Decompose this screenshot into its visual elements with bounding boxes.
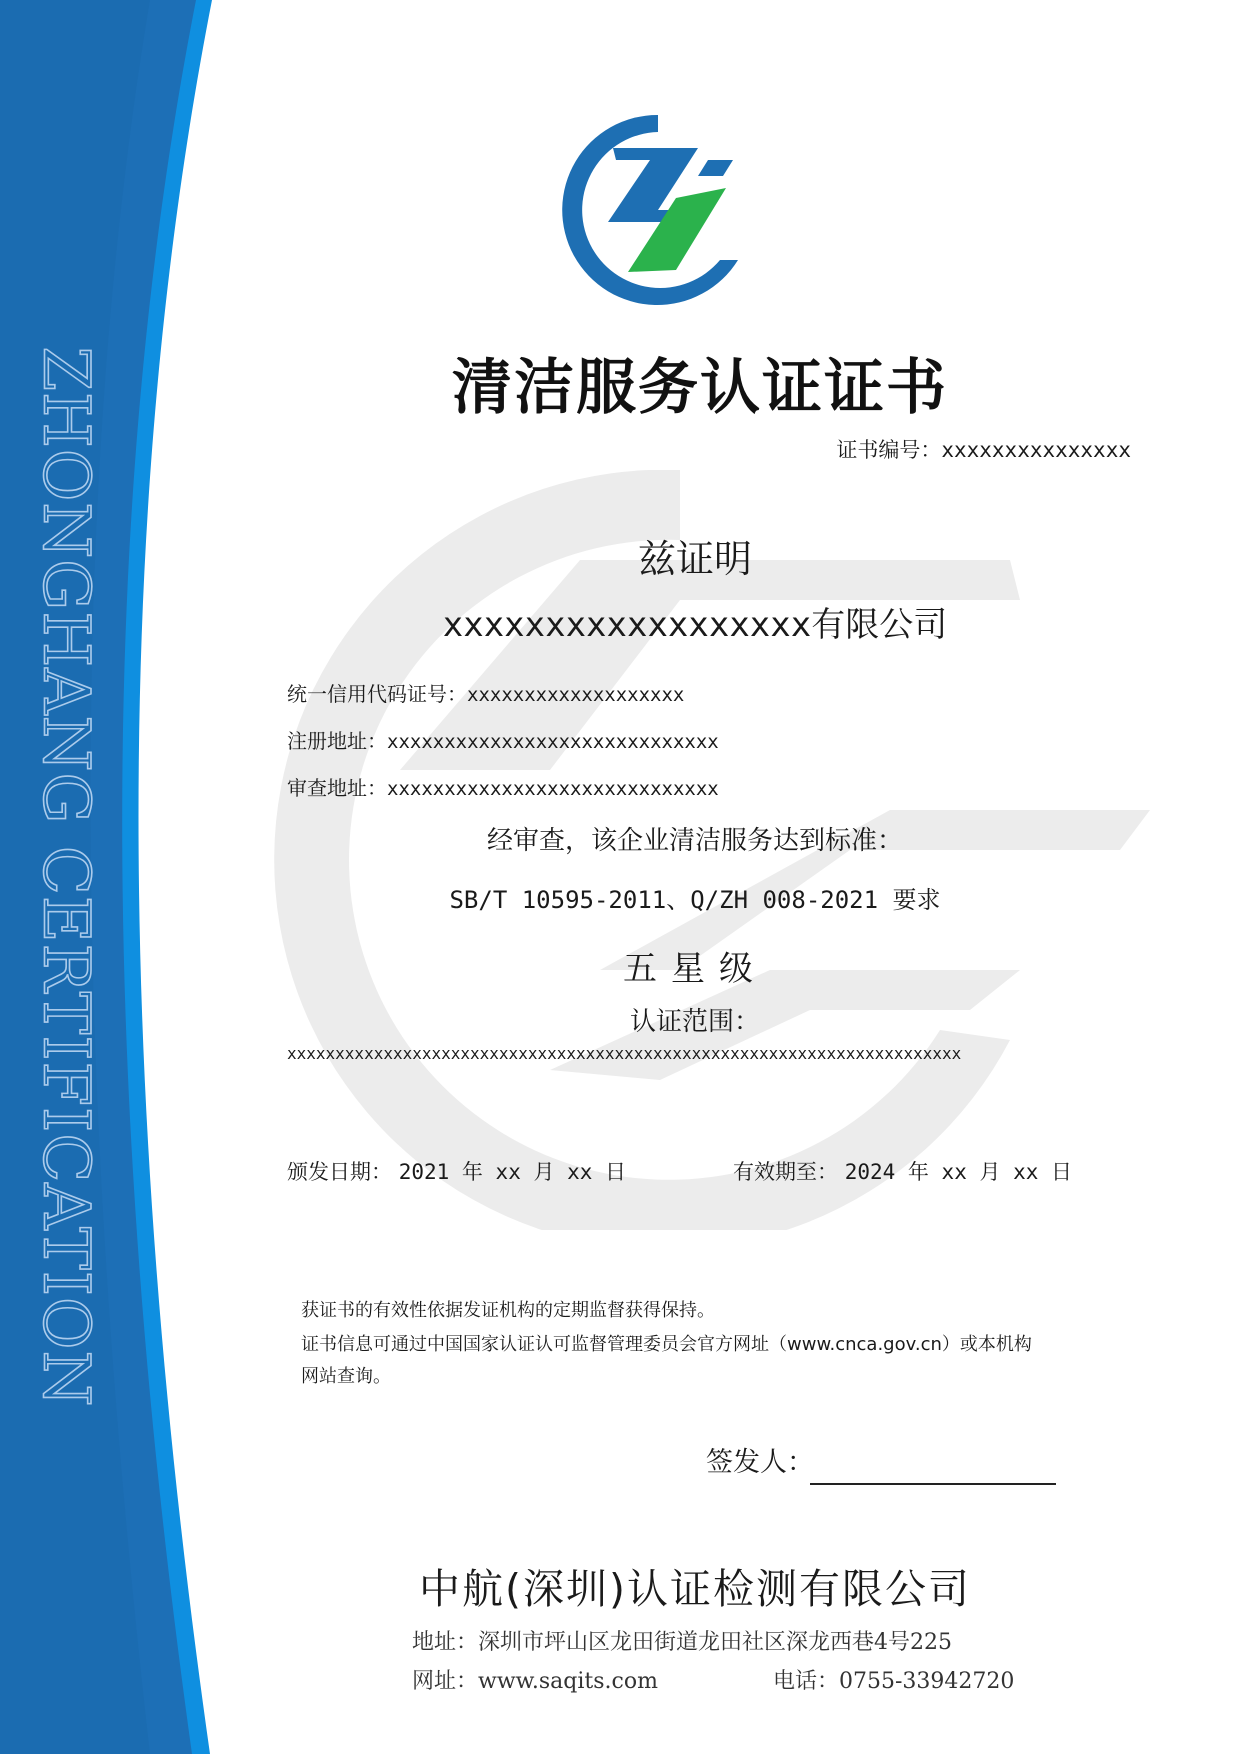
audit-address-value: xxxxxxxxxxxxxxxxxxxxxxxxxxxxx: [387, 778, 719, 800]
certificate-number-label: 证书编号：: [836, 438, 942, 462]
certificate-number-value: xxxxxxxxxxxxxxx: [941, 438, 1131, 462]
valid-date-label: 有效期至：: [733, 1160, 838, 1184]
reg-address-value: xxxxxxxxxxxxxxxxxxxxxxxxxxxxx: [387, 731, 719, 753]
issuer-website: 网址：www.saqits.com: [412, 1669, 658, 1694]
audit-address-row: [287, 772, 719, 801]
valid-date-value: 2024 年 xx 月 xx 日: [844, 1160, 1073, 1184]
issue-date-label: 颁发日期：: [287, 1160, 392, 1184]
valid-date-row: [733, 1156, 1072, 1186]
signature-line: [810, 1483, 1056, 1485]
vertical-brand-text: [20, 0, 110, 1754]
credit-code-label: 统一信用代码证号：: [287, 682, 467, 706]
signer-label: 签发人：: [706, 1447, 814, 1478]
vertical-brand-label: ZHONGHANG CERTIFICATION: [28, 346, 102, 1408]
issuer-name: 中航(深圳)认证检测有限公司: [419, 1565, 971, 1613]
company-name: xxxxxxxxxxxxxxxxxx有限公司: [442, 605, 948, 645]
issuer-address: 地址：深圳市坪山区龙田街道龙田社区深龙西巷4号225: [412, 1630, 952, 1655]
reg-address-row: [287, 725, 719, 754]
zh-circle-logo-icon: [558, 110, 768, 310]
scope-value: xxxxxxxxxxxxxxxxxxxxxxxxxxxxxxxxxxxxxxxxxxxxxxxxxxxxxxxxxxxxxxxxxxxxxx: [287, 1044, 962, 1063]
standard-reference: SB/T 10595-2011、Q/ZH 008-2021 要求: [449, 886, 941, 914]
certificate-title: 清洁服务认证证书: [452, 353, 948, 423]
audit-address-label: 审查地址：: [287, 776, 387, 800]
issue-date-row: [287, 1156, 626, 1186]
note-query-line2: 网站查询。: [301, 1366, 391, 1387]
service-grade: 五星级: [623, 949, 767, 989]
note-validity: 获证书的有效性依据发证机构的定期监督获得保持。: [301, 1300, 715, 1321]
issue-date-value: 2021 年 xx 月 xx 日: [398, 1160, 627, 1184]
scope-label: 认证范围：: [629, 1007, 760, 1037]
note-query-line1: 证书信息可通过中国国家认证认可监督管理委员会官方网址（www.cnca.gov.cn）或本机构: [301, 1334, 1032, 1355]
certificate-number: [836, 434, 1131, 464]
issuer-phone: 电话：0755-33942720: [773, 1669, 1015, 1694]
audit-statement: 经审查，该企业清洁服务达到标准：: [486, 826, 903, 856]
credit-code-row: [287, 678, 684, 707]
hereby-heading: 兹证明: [637, 537, 752, 581]
credit-code-value: xxxxxxxxxxxxxxxxxxx: [467, 684, 685, 706]
reg-address-label: 注册地址：: [287, 729, 387, 753]
